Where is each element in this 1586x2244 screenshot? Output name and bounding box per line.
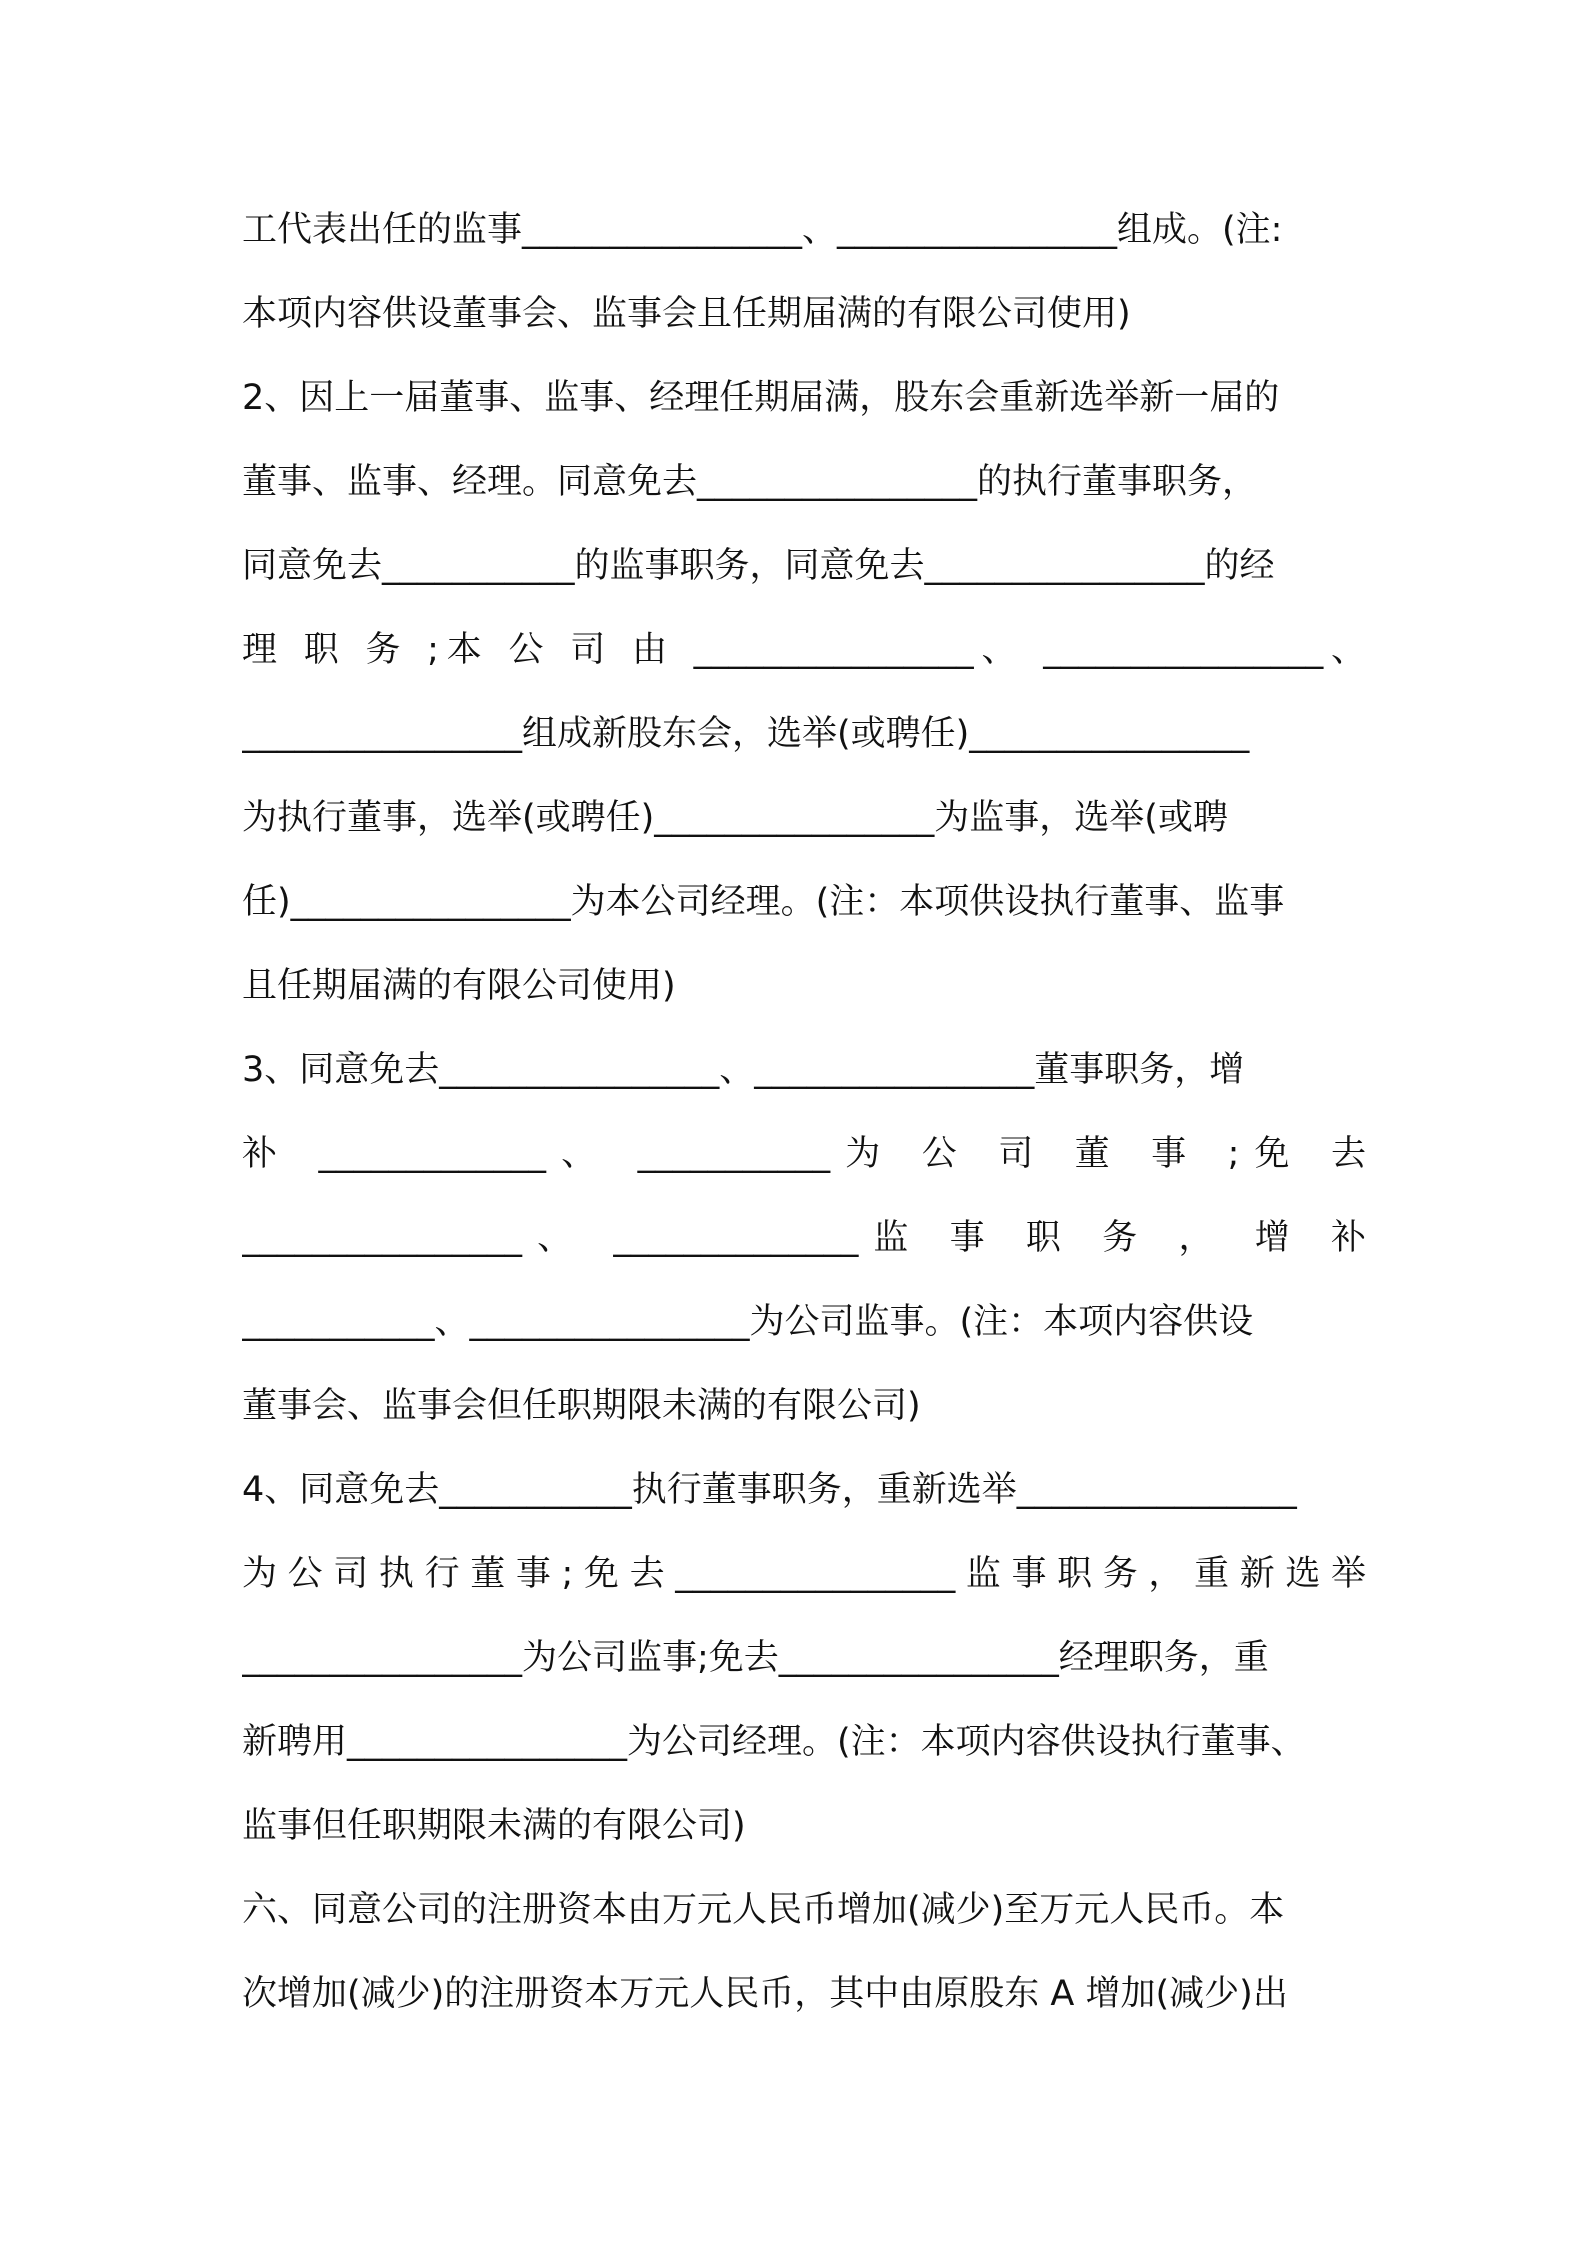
text-line: 新聘用________________为公司经理。(注：本项内容供设执行董事、 — [242, 1722, 1306, 1762]
text-line: ________________组成新股东会，选举(或聘任)________________ — [242, 714, 1250, 754]
text-line: 补 _____________、 ___________为 公 司 董 事 ;免 去 — [242, 1134, 1366, 1174]
text-line: 同意免去___________的监事职务，同意免去________________的经 — [242, 546, 1275, 586]
text-line: 任)________________为本公司经理。(注：本项供设执行董事、监事 — [242, 882, 1285, 922]
text-line: 为公司执行董事;免去________________监事职务，重新选举 — [242, 1554, 1366, 1594]
text-line: 4、同意免去___________执行董事职务，重新选举________________ — [242, 1470, 1297, 1510]
text-line: 董事会、监事会但任职期限未满的有限公司) — [242, 1386, 921, 1426]
text-line: 监事但任职期限未满的有限公司) — [242, 1806, 746, 1846]
text-line: ________________、 ______________监 事 职 务 ， 增 补 — [242, 1218, 1366, 1258]
text-line: 且任期届满的有限公司使用) — [242, 966, 676, 1006]
text-line: 3、同意免去________________、________________董事职务，增 — [242, 1050, 1245, 1090]
text-line: 董事、监事、经理。同意免去________________的执行董事职务， — [242, 462, 1258, 502]
text-line: ___________、________________为公司监事。(注：本项内容供设 — [242, 1302, 1254, 1342]
text-line: 本项内容供设董事会、监事会且任期届满的有限公司使用) — [242, 294, 1131, 334]
text-line: ________________为公司监事;免去________________经理职务，重 — [242, 1638, 1269, 1678]
text-line: 工代表出任的监事________________、________________组成。(注: — [242, 210, 1283, 250]
text-line: 理 职 务 ;本 公 司 由 ________________、 ________________、 — [242, 630, 1366, 670]
text-line: 2、因上一届董事、监事、经理任期届满，股东会重新选举新一届的 — [242, 378, 1280, 418]
text-line: 六、同意公司的注册资本由万元人民币增加(减少)至万元人民币。本 — [242, 1890, 1285, 1930]
text-line: 为执行董事，选举(或聘任)________________为监事，选举(或聘 — [242, 798, 1228, 838]
text-line: 次增加(减少)的注册资本万元人民币，其中由原股东 A 增加(减少)出 — [242, 1974, 1288, 2014]
